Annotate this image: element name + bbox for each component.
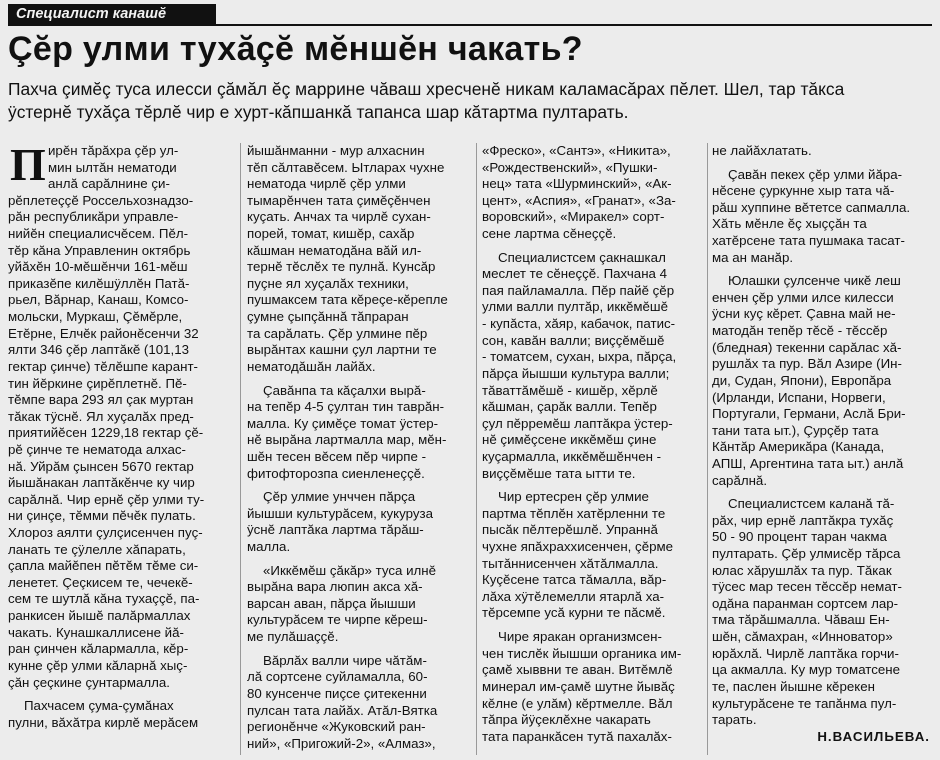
text-line: «Иккĕмĕш çăкăр» туса илнĕ bbox=[263, 562, 437, 578]
article-column-2 bbox=[247, 143, 471, 752]
text-line: сем те шутлă кăна тухаççĕ, па- bbox=[8, 591, 200, 607]
column-1-body bbox=[8, 193, 234, 691]
column-3-paragraph-2 bbox=[482, 250, 704, 483]
text-line: Кăнтăр Америкăра (Канада, bbox=[712, 439, 885, 455]
text-line: нийĕн специалисчĕсем. Пĕл- bbox=[8, 226, 189, 242]
text-line: ний», «Пригожий-2», «Алмаз», bbox=[247, 735, 436, 751]
text-line: уйăхĕн 10-мĕшĕнчи 161-мĕш bbox=[8, 259, 188, 275]
text-line: ни çинçе, тĕмми пĕчĕк пулать. bbox=[8, 508, 196, 524]
text-line: хатĕрсене тата пушмака тасат- bbox=[712, 233, 905, 249]
text-line: тытăннисенчен хăтăлмалла. bbox=[482, 555, 659, 571]
text-line: çул пĕрремĕш лаптăкра ÿстер- bbox=[482, 415, 673, 431]
text-line: пая пайламалла. Пĕр пайĕ çĕр bbox=[482, 282, 675, 298]
text-line: культурăсене те тапăнма пул- bbox=[712, 695, 897, 711]
text-line: фитофторозпа сиенленеççĕ. bbox=[247, 465, 425, 481]
column-4-paragraph-1 bbox=[712, 143, 938, 160]
text-line: ранкисен йышĕ палăрмаллах bbox=[8, 608, 191, 624]
text-line: малла. bbox=[247, 539, 291, 555]
text-line: нематода чирлĕ çĕр улми bbox=[247, 176, 406, 192]
rubric-rule bbox=[8, 24, 932, 26]
text-line: мин ылтăн нематоди bbox=[48, 159, 177, 175]
text-line: матодăн тепĕр тĕсĕ - тĕссĕр bbox=[712, 323, 888, 339]
text-line: нематодăшăн лайăх. bbox=[247, 358, 376, 374]
text-line: Специалистсем çакнашкал bbox=[498, 249, 666, 265]
text-line: тăпра йÿçеклĕхне чакарать bbox=[482, 712, 651, 728]
text-line: тымарĕнчен тата çимĕçĕнчен bbox=[247, 192, 431, 208]
text-line: тарать. bbox=[712, 712, 757, 728]
text-line: гектар çинче) тĕлĕшпе карант- bbox=[8, 358, 198, 374]
text-line: ирĕн тăрăхра çĕр ул- bbox=[48, 143, 179, 158]
text-line: тăваттăмĕшĕ - кишĕр, хĕрлĕ bbox=[482, 382, 658, 398]
text-line: тани тата ыт.), Çурçĕр тата bbox=[712, 422, 879, 438]
text-line: çапла майĕпен пĕтĕм тĕме си- bbox=[8, 558, 199, 574]
text-line: рьел, Вăрнар, Канаш, Комсо- bbox=[8, 292, 189, 308]
text-line: пысăк пĕлтерĕшлĕ. Упраннă bbox=[482, 522, 658, 538]
text-line: пуçне ял хуçалăх техники, bbox=[247, 275, 409, 291]
article-column-1 bbox=[8, 139, 234, 731]
text-line: ÿсни куç кĕрет. Çавна май не- bbox=[712, 306, 896, 322]
text-line: кăшман, çарăк валли. Тепĕр bbox=[482, 399, 657, 415]
dropcap-paragraph-start bbox=[8, 139, 234, 193]
text-line: 80 кунсенче пиçсе çитекенни bbox=[247, 685, 427, 701]
column-divider bbox=[240, 143, 241, 755]
text-line: 50 - 90 процент таран чакма bbox=[712, 529, 887, 545]
text-line: ленетет. Çеçкисем те, чечекĕ- bbox=[8, 574, 193, 590]
text-line: тĕп сăлтавĕсем. Ытларах чухне bbox=[247, 159, 445, 175]
text-line: приказĕпе килĕшÿллĕн Патă- bbox=[8, 275, 190, 291]
text-line: ланать те çÿлелле хăпарать, bbox=[8, 541, 186, 557]
text-line: Вăрлăх валли чире чăтăм- bbox=[263, 652, 427, 668]
text-line: Хăть мĕнле ĕç хыççăн та bbox=[712, 216, 867, 232]
text-line: кăшман нематодăна вăй ил- bbox=[247, 242, 422, 258]
text-line: тин йĕркине çирĕплетнĕ. Пĕ- bbox=[8, 375, 187, 391]
text-line: пушмаксем тата кĕреçе-кĕрепле bbox=[247, 292, 448, 308]
article-lead bbox=[8, 78, 932, 124]
column-4-paragraph-2 bbox=[712, 167, 938, 267]
text-line: Юлашки çулсенче чикĕ леш bbox=[728, 273, 901, 289]
column-3-paragraph-1 bbox=[482, 143, 704, 243]
text-line: нĕсене çуркунне хыр тата чă- bbox=[712, 183, 895, 199]
text-line: Хлороз аялти çулçисенчен пуç- bbox=[8, 525, 203, 541]
text-line: рĕ çинче те нематода алхас- bbox=[8, 441, 186, 457]
text-line: пулни, вăхăтра кирлĕ мерăсем bbox=[8, 714, 199, 730]
text-line: (бледная) текенни сарăлас хă- bbox=[712, 339, 902, 355]
text-line: кунне çĕр улми кăларнă хыç- bbox=[8, 657, 188, 673]
text-line: шĕн, сăмахран, «Инноватор» bbox=[712, 629, 893, 645]
text-line: енчен çĕр улми илсе килесси bbox=[712, 289, 894, 305]
text-line: варсан аван, пăрçа йышши bbox=[247, 595, 416, 611]
drop-cap: П bbox=[10, 139, 46, 190]
text-line: ца акмалла. Ку мур томатсене bbox=[712, 662, 901, 678]
column-divider bbox=[707, 143, 708, 755]
text-line: партма тĕплĕн хатĕрленни те bbox=[482, 505, 666, 521]
text-line: сарăлнă. Чир ернĕ çĕр улми ту- bbox=[8, 491, 205, 507]
text-line: сарăлнă. bbox=[712, 472, 768, 488]
text-line: - томатсем, сухан, ыхра, пăрçа, bbox=[482, 349, 677, 365]
article-column-4 bbox=[712, 143, 938, 745]
text-line: юлас хăрушлăх та пур. Тăкак bbox=[712, 562, 892, 578]
text-line: рăн республикăри управле- bbox=[8, 209, 179, 225]
text-line: сон, кавăн валли; виççĕмĕшĕ bbox=[482, 332, 665, 348]
text-line: тĕр кăна Управленин октябрь bbox=[8, 242, 191, 258]
text-line: порей, томат, кишĕр, сахăр bbox=[247, 226, 415, 242]
text-line: (Ирланди, Испани, Норвеги, bbox=[712, 389, 886, 405]
text-line: не лайăхлатать. bbox=[712, 143, 812, 158]
rubric-label: Специалист канашĕ bbox=[8, 4, 216, 24]
text-line: «Фреско», «Сантэ», «Никита», bbox=[482, 143, 671, 158]
author-signature: Н.ВАСИЛЬЕВА. bbox=[817, 728, 930, 744]
text-line: пăрçа йышши культура валли; bbox=[482, 365, 670, 381]
text-line: çамĕ хыввни те аван. Витĕмлĕ bbox=[482, 662, 673, 678]
text-line: одăна паранман сортсем лар- bbox=[712, 595, 899, 611]
text-line: рушлăх та пур. Вăл Азире (Ин- bbox=[712, 356, 902, 372]
text-line: Çавăнпа та кăçалхи вырă- bbox=[263, 382, 426, 398]
column-1-paragraph-2 bbox=[8, 698, 234, 731]
text-line: нă. Уйрăм çынсен 5670 гектар bbox=[8, 458, 194, 474]
text-line: малла. Ку çимĕçе томат ÿстер- bbox=[247, 415, 439, 431]
lead-line: Пахча çимĕç туса илесси çăмăл ĕç маррине чăваш хресченĕ никам каламасăрах пĕлет. Шел, тар тăкса bbox=[8, 79, 845, 99]
text-line: сене лартма сĕнеççĕ. bbox=[482, 226, 617, 242]
text-line: чен тислĕк йышши органика им- bbox=[482, 645, 682, 661]
text-line: куçармалла, иккĕмĕшĕнчен - bbox=[482, 448, 662, 464]
text-line: вырăна вара люпин акса хă- bbox=[247, 579, 423, 595]
lead-line: ÿстернĕ тухăçа тĕрлĕ чир е хурт-кăпшанкă тапанса шар кăтартма пултарать. bbox=[8, 102, 629, 122]
column-4-paragraph-4 bbox=[712, 496, 938, 729]
text-line: тÿсес мар тесен тĕссĕр немат- bbox=[712, 579, 902, 595]
text-line: «Рождественский», «Пушки- bbox=[482, 159, 658, 175]
text-line: шĕн тесен вĕсем пĕр чирпе - bbox=[247, 448, 427, 464]
text-line: Çавăн пекех çĕр улми йăра- bbox=[728, 166, 903, 182]
text-line: юрăхлă. Чирлĕ лаптăка горчи- bbox=[712, 645, 899, 661]
column-2-paragraph-1 bbox=[247, 143, 471, 376]
text-line: АПШ, Аргентина тата ыт.) анлă bbox=[712, 455, 904, 471]
text-line: мольски, Муркаш, Çĕмĕрле, bbox=[8, 309, 183, 325]
text-line: лă сортсене суйламалла, 60- bbox=[247, 669, 428, 685]
text-line: Çĕр улмие унччен пăрça bbox=[263, 489, 416, 505]
text-line: вырăнтах кашни çул лартни те bbox=[247, 342, 437, 358]
text-line: воровский», «Миракел» сорт- bbox=[482, 209, 665, 225]
text-line: кĕлне (е улăм) кĕртмелле. Вăл bbox=[482, 695, 673, 711]
text-line: анлă сарăлнине çи- bbox=[48, 176, 170, 192]
text-line: приятийĕсен 1229,18 гектар çĕ- bbox=[8, 425, 204, 441]
column-2-paragraph-3 bbox=[247, 489, 471, 555]
text-line: ÿснĕ лаптăка лартма тăрăш- bbox=[247, 522, 424, 538]
column-3-paragraph-4 bbox=[482, 629, 704, 745]
text-line: культурăсем те чирпе кĕреш- bbox=[247, 612, 428, 628]
text-line: цент», «Аспия», «Гранат», «За- bbox=[482, 192, 676, 208]
text-line: чухне япăхраххисенчен, çĕрме bbox=[482, 539, 674, 555]
column-3-paragraph-3 bbox=[482, 489, 704, 622]
text-line: Етĕрне, Елчĕк районĕсенчи 32 bbox=[8, 325, 199, 341]
column-2-paragraph-5 bbox=[247, 653, 471, 753]
text-line: - купăста, хăяр, кабачок, патис- bbox=[482, 316, 676, 332]
text-line: ма ан манăр. bbox=[712, 249, 794, 265]
text-line: тĕрсемпе усă курни те пăсмĕ. bbox=[482, 605, 666, 621]
text-line: рăш хуппине вĕтетсе сапмалла. bbox=[712, 199, 911, 215]
text-line: куçать. Анчах та чирлĕ сухан- bbox=[247, 209, 431, 225]
text-line: тăкак тÿснĕ. Ял хуçалăх пред- bbox=[8, 408, 194, 424]
article-column-3 bbox=[482, 143, 704, 745]
text-line: тма тăрăшмалла. Чăваш Ен- bbox=[712, 612, 890, 628]
text-line: йышăнакан лаптăкĕнче ку чир bbox=[8, 475, 195, 491]
column-2-paragraph-4 bbox=[247, 563, 471, 646]
text-line: чакать. Кунашкаллисене йă- bbox=[8, 624, 184, 640]
text-line: Португали, Германи, Аслă Бри- bbox=[712, 406, 906, 422]
text-line: çумне çыпçăннă тăпраран bbox=[247, 309, 409, 325]
text-line: Чир ертесрен çĕр улмие bbox=[498, 489, 649, 505]
text-line: Специалистсем каланă тă- bbox=[728, 496, 895, 512]
text-line: Пахчасем çума-çумăнах bbox=[24, 698, 174, 714]
article-headline: Çĕр улми тухăçĕ мĕншĕн чакать? bbox=[8, 30, 583, 68]
text-line: минерал им-çамĕ шутне йывăç bbox=[482, 678, 675, 694]
text-line: тернĕ тĕслĕх те пулнă. Кунсăр bbox=[247, 259, 436, 275]
text-line: тата паранкăсен тутă пахалăх- bbox=[482, 728, 672, 744]
text-line: нĕ çимĕçсене иккĕмĕш çине bbox=[482, 432, 657, 448]
text-line: те, паслен йышне кĕрекен bbox=[712, 678, 875, 694]
text-line: ялти 346 çĕр лаптăкĕ (101,13 bbox=[8, 342, 190, 358]
text-line: йышăнманни - мур алхаснин bbox=[247, 143, 425, 158]
text-line: рăх, чир ернĕ лаптăкра тухăç bbox=[712, 512, 894, 528]
text-line: нец» тата «Шурминский», «Ак- bbox=[482, 176, 672, 192]
column-2-paragraph-2 bbox=[247, 383, 471, 483]
text-line: ди, Судан, Япони), Европăра bbox=[712, 372, 892, 388]
text-line: Куçĕсене татса тăмалла, вăр- bbox=[482, 572, 667, 588]
text-line: та сарăлать. Çĕр улмине пĕр bbox=[247, 325, 428, 341]
text-line: улми валли пултăр, иккĕмĕшĕ bbox=[482, 299, 668, 315]
text-line: пултарать. Çĕр улмисĕр тăрса bbox=[712, 546, 901, 562]
text-line: рĕплетеççĕ Россельхознадзо- bbox=[8, 192, 194, 208]
text-line: йышши культурăсем, кукуруза bbox=[247, 505, 433, 521]
column-4-paragraph-3 bbox=[712, 273, 938, 489]
text-line: на тепĕр 4-5 çултан тин таврăн- bbox=[247, 399, 445, 415]
text-line: çăн çеçкине çунтармалла. bbox=[8, 674, 170, 690]
text-line: меслет те сĕнеççĕ. Пахчана 4 bbox=[482, 266, 668, 282]
column-divider bbox=[476, 143, 477, 755]
text-line: ме пулăшаççĕ. bbox=[247, 629, 339, 645]
text-line: нĕ вырăна лартмалла мар, мĕн- bbox=[247, 432, 447, 448]
text-line: регионĕнче «Жуковский ран- bbox=[247, 719, 426, 735]
text-line: Чире яракан организмсен- bbox=[498, 629, 662, 645]
text-line: лăха хÿтĕлемелли ятарлă ха- bbox=[482, 588, 665, 604]
text-line: ран çинчен кăлармалла, кĕр- bbox=[8, 641, 189, 657]
text-line: тĕмпе вара 293 ял çак муртан bbox=[8, 392, 194, 408]
text-line: пулсан тата лайăх. Атăл-Вятка bbox=[247, 702, 438, 718]
text-line: виççĕмĕше тата ытти те. bbox=[482, 465, 636, 481]
